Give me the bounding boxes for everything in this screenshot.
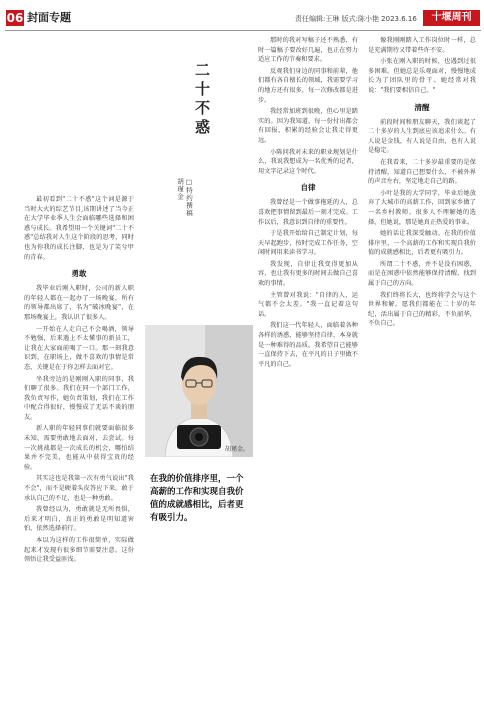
paragraph: 前段时间和朋友聊天，我们谈起了二十多岁的人生到底应该追求什么。有人说是金钱，有人说是自由，也有人说是稳定。 — [368, 118, 476, 155]
subheading-clarity: 清醒 — [414, 102, 430, 112]
subheading-discipline: 自律 — [300, 183, 316, 193]
paragraph: 一开始在人走自己不会喝酒，领导不勉强，后来遇上不太懂事的新员工，让我在大家面前喝了一口。那一刻我意识到，在职场上，做不喜欢的事情是常态，关键是在于你怎样去面对它。 — [24, 325, 134, 371]
paragraph: 于是我开始给自己制定计划，每天早起跑步，按时完成工作任务，空闲时间用来读书学习。 — [258, 230, 358, 257]
paragraph: 小陈问我对未来的职业规划是什么，我说我想成为一名优秀的记者，用文字记录这个时代。 — [258, 148, 358, 175]
paragraph: 我发现，自律让我变得更加从容，也让我有更多的时间去做自己喜欢的事情。 — [258, 260, 358, 288]
photo-illustration — [145, 325, 253, 457]
paragraph: 我经常加班到很晚，但心里是踏实的。因为我知道，每一份付出都会有回报，积累的经验会让我走得更远。 — [258, 108, 358, 144]
paragraph: 主管曾对我说："自律的人，运气都不会太差。"我一直记着这句话。 — [258, 291, 358, 318]
column-2 — [258, 36, 358, 696]
column-3 — [368, 36, 476, 696]
paragraph: 本以为这样的工作很简单，实际做起来才发现有很多细节需要注意。这份领悟让我受益匪浅。 — [24, 537, 134, 564]
paragraph: 小叶是我的大学同学，毕业后她放弃了大城市的高薪工作，回到家乡做了一名乡村教师。很多人不理解她的选择，但她说，那是她真正热爱的事业。 — [368, 189, 476, 226]
paragraph: 我们终将长大，也终将学会与这个世界和解。愿我们都能在二十岁的年纪，活出属于自己的精彩，不负韶华，不负自己。 — [368, 291, 476, 328]
column-1 — [24, 195, 134, 695]
paragraph: 我毕业后刚入职时，公司的新人职的年轻人都在一起办了一场晚宴，所有的领导都出席了，名为"破冰晚宴"，在那场晚宴上，我认识了很多人。 — [24, 285, 134, 321]
publication-logo: 十堰周刊 — [423, 10, 480, 26]
editor-credits: 责任编辑:王琳 版式:陈小艳 2023.6.16 — [295, 15, 417, 23]
paragraph: 像我刚刚踏入工作岗位时一样，总是充满期待又带着些许不安。 — [368, 37, 476, 54]
pull-quote: 在我的价值排序里，一个高薪的工作和实现自我价值的成就感相比，后者更有吸引力。 — [150, 474, 244, 523]
author-photo — [145, 325, 253, 457]
paragraph: 那时的我对写稿子还不熟悉，有时一篇稿子要改好几遍，也正在努力适应工作的节奏和要求。 — [258, 37, 358, 64]
paragraph: 反观我们身边的同事和前辈，他们都有各自擅长的领域，我需要学习的地方还有很多，每一次修改都是进步。 — [258, 67, 358, 104]
paragraph: 我曾经以为，勇敢就是无所畏惧，后来才明白，真正的勇敢是明知道害怕，依然选择前行。 — [24, 506, 134, 533]
byline — [176, 178, 194, 217]
byline-role: □特约撰稿 — [185, 178, 193, 217]
article-title: 二十不惑 — [193, 62, 211, 138]
photo-caption: 胡瑾金。 — [224, 446, 249, 453]
section-title: 封面专题 — [27, 11, 71, 24]
paragraph: 所谓二十不惑，并不是没有困惑，而是在困惑中依然能够保持清醒，找到属于自己的方向。 — [368, 260, 476, 288]
page-number: 06 — [6, 11, 24, 25]
page-header — [0, 0, 484, 30]
paragraph: 在我看来，二十多岁最重要的是保持清醒，知道自己想要什么，不被外界的声音左右，坚定地走自己的路。 — [368, 158, 476, 186]
intro-paragraph: 最初看到"二十不惑"这个词是源于当时大火的综艺节目,该期讲述了当今正在大学毕业季人生会面临哪些选择和困惑与成长。我希望用一个关键词"二十不惑"总结我对人生这个阶段的思考，同时也为你我的成长注脚，也是为了笑兮甲的青春。 — [24, 196, 134, 261]
byline-author: 胡瑾金 — [176, 178, 184, 201]
paragraph: 我们这一代年轻人，面临着各种各样的诱惑，能够坚持自律，本身就是一种难得的品质。我希望自己能够一直保持下去，在平凡的日子里做不平凡的自己。 — [258, 322, 358, 368]
header-rule — [5, 30, 481, 31]
paragraph: 新人职的年轻同事们就要面临很多未知，需要勇敢地去面对，去尝试。每一次挑战都是一次成长的机会，哪怕结果并不完美，也能从中获得宝贵的经验。 — [24, 425, 134, 471]
paragraph: 其实这也是我第一次有勇气说出"我不会"，而不是硬着头皮答应下来。敢于承认自己的不足，也是一种勇敢。 — [24, 475, 134, 502]
paragraph: 坐我旁边的是刚刚入职的同事，我们聊了很多。我们在同一个部门工作，我负责写作，她负责策划，我们在工作中配合得很好，慢慢成了无话不谈的朋友。 — [24, 375, 134, 421]
subheading-courage: 勇敢 — [71, 269, 87, 279]
paragraph: 她的话让我深受触动。在我的价值排序里，一个高薪的工作和实现自我价值的成就感相比，后者更有吸引力。 — [368, 230, 476, 257]
paragraph: 小张在刚入职的时候，也遇到过很多困难。但她总是乐观面对，慢慢地成长为了团队里的骨干。她经常对我说："我们要相信自己。" — [368, 58, 476, 94]
paragraph: 我曾经是一个做事拖延的人，总喜欢把事情留到最后一刻才完成。工作以后，我意识到自律的重要性。 — [258, 199, 358, 226]
